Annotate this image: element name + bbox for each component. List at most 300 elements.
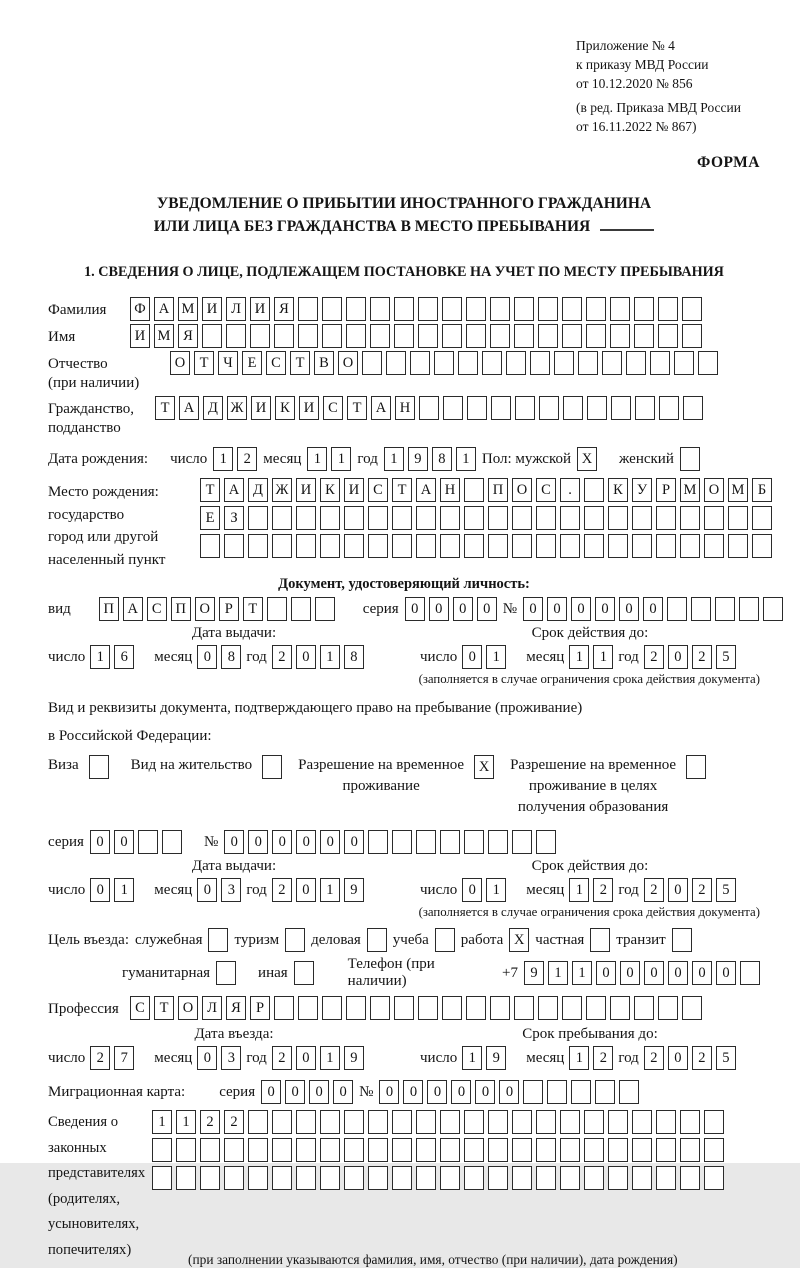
char-cell[interactable]: 0 [197,878,217,902]
char-cell[interactable]: 1 [176,1110,196,1134]
char-cell[interactable]: 0 [403,1080,423,1104]
char-cell[interactable] [416,830,436,854]
char-cell[interactable]: 1 [320,1046,340,1070]
char-cell[interactable]: 0 [668,961,688,985]
char-cell[interactable] [650,351,670,375]
char-cell[interactable]: С [323,396,343,420]
char-cell[interactable] [488,1166,508,1190]
char-cell[interactable]: 8 [221,645,241,669]
char-cell[interactable] [248,506,268,530]
char-cell[interactable] [683,396,703,420]
char-cell[interactable] [410,351,430,375]
char-cell[interactable] [443,396,463,420]
char-cell[interactable]: 0 [197,1046,217,1070]
char-cell[interactable] [392,506,412,530]
char-cell[interactable]: Е [242,351,262,375]
char-cell[interactable]: К [320,478,340,502]
char-cell[interactable] [560,1166,580,1190]
char-cell[interactable]: X [474,755,494,779]
char-cell[interactable] [267,597,287,621]
char-cell[interactable]: Т [392,478,412,502]
char-cell[interactable] [491,396,511,420]
char-cell[interactable]: 0 [571,597,591,621]
char-cell[interactable]: Ф [130,297,150,321]
char-cell[interactable] [488,506,508,530]
char-cell[interactable]: М [728,478,748,502]
char-cell[interactable]: О [338,351,358,375]
char-cell[interactable]: П [488,478,508,502]
char-cell[interactable]: Р [250,996,270,1020]
char-cell[interactable]: 2 [644,1046,664,1070]
char-cell[interactable] [490,324,510,348]
char-cell[interactable] [344,1110,364,1134]
char-cell[interactable] [523,1080,543,1104]
char-cell[interactable] [547,1080,567,1104]
char-cell[interactable]: 1 [114,878,134,902]
char-cell[interactable]: 0 [523,597,543,621]
char-cell[interactable] [632,534,652,558]
char-cell[interactable]: Д [203,396,223,420]
char-cell[interactable] [682,324,702,348]
char-cell[interactable] [285,928,305,952]
char-cell[interactable]: 1 [456,447,476,471]
char-cell[interactable] [368,1110,388,1134]
char-cell[interactable] [322,996,342,1020]
char-cell[interactable] [416,506,436,530]
char-cell[interactable] [200,534,220,558]
char-cell[interactable] [584,1138,604,1162]
char-cell[interactable]: Т [290,351,310,375]
char-cell[interactable]: Я [274,297,294,321]
char-cell[interactable]: 2 [237,447,257,471]
char-cell[interactable] [386,351,406,375]
char-cell[interactable] [584,478,604,502]
char-cell[interactable]: 2 [200,1110,220,1134]
char-cell[interactable] [658,996,678,1020]
char-cell[interactable]: 2 [692,1046,712,1070]
char-cell[interactable]: 0 [309,1080,329,1104]
char-cell[interactable] [442,996,462,1020]
char-cell[interactable]: И [299,396,319,420]
char-cell[interactable]: 0 [379,1080,399,1104]
char-cell[interactable]: А [371,396,391,420]
char-cell[interactable] [224,1138,244,1162]
char-cell[interactable] [554,351,574,375]
char-cell[interactable] [610,324,630,348]
char-cell[interactable] [634,324,654,348]
char-cell[interactable] [176,1166,196,1190]
char-cell[interactable] [656,1110,676,1134]
char-cell[interactable] [608,1110,628,1134]
char-cell[interactable] [272,1166,292,1190]
char-cell[interactable] [562,297,582,321]
char-cell[interactable] [200,1166,220,1190]
char-cell[interactable] [296,506,316,530]
char-cell[interactable]: Т [194,351,214,375]
char-cell[interactable] [656,506,676,530]
char-cell[interactable]: О [178,996,198,1020]
char-cell[interactable]: С [368,478,388,502]
char-cell[interactable]: А [224,478,244,502]
char-cell[interactable]: 2 [692,645,712,669]
char-cell[interactable] [680,534,700,558]
char-cell[interactable] [368,534,388,558]
char-cell[interactable]: 2 [272,1046,292,1070]
char-cell[interactable] [595,1080,615,1104]
char-cell[interactable] [272,1138,292,1162]
char-cell[interactable]: А [123,597,143,621]
char-cell[interactable] [560,1138,580,1162]
char-cell[interactable]: 5 [716,878,736,902]
char-cell[interactable] [538,996,558,1020]
char-cell[interactable] [608,506,628,530]
char-cell[interactable] [224,534,244,558]
char-cell[interactable] [224,1166,244,1190]
char-cell[interactable] [320,1110,340,1134]
char-cell[interactable] [704,1166,724,1190]
char-cell[interactable] [691,597,711,621]
char-cell[interactable] [464,1138,484,1162]
char-cell[interactable] [248,1138,268,1162]
char-cell[interactable]: 1 [572,961,592,985]
char-cell[interactable]: 0 [596,961,616,985]
char-cell[interactable]: 0 [429,597,449,621]
char-cell[interactable]: 0 [296,645,316,669]
char-cell[interactable]: 0 [595,597,615,621]
char-cell[interactable]: 0 [427,1080,447,1104]
char-cell[interactable] [674,351,694,375]
char-cell[interactable] [418,996,438,1020]
char-cell[interactable]: 2 [90,1046,110,1070]
char-cell[interactable] [488,830,508,854]
char-cell[interactable] [610,996,630,1020]
char-cell[interactable] [394,324,414,348]
char-cell[interactable] [686,755,706,779]
char-cell[interactable] [418,297,438,321]
char-cell[interactable]: 1 [486,878,506,902]
char-cell[interactable]: М [680,478,700,502]
char-cell[interactable] [368,1138,388,1162]
char-cell[interactable] [298,996,318,1020]
char-cell[interactable]: М [178,297,198,321]
char-cell[interactable] [610,297,630,321]
char-cell[interactable] [602,351,622,375]
char-cell[interactable] [294,961,314,985]
char-cell[interactable]: 5 [716,645,736,669]
char-cell[interactable] [464,534,484,558]
char-cell[interactable] [680,1110,700,1134]
char-cell[interactable] [176,1138,196,1162]
char-cell[interactable] [464,1110,484,1134]
char-cell[interactable]: Н [395,396,415,420]
char-cell[interactable]: 0 [296,1046,316,1070]
char-cell[interactable]: 2 [224,1110,244,1134]
char-cell[interactable]: 9 [344,1046,364,1070]
char-cell[interactable]: 3 [221,1046,241,1070]
char-cell[interactable]: Ж [272,478,292,502]
char-cell[interactable] [584,534,604,558]
char-cell[interactable]: 1 [320,878,340,902]
char-cell[interactable]: 1 [90,645,110,669]
char-cell[interactable] [296,1138,316,1162]
char-cell[interactable]: 0 [114,830,134,854]
char-cell[interactable] [442,297,462,321]
char-cell[interactable]: X [577,447,597,471]
char-cell[interactable]: Ж [227,396,247,420]
char-cell[interactable]: В [314,351,334,375]
char-cell[interactable]: 0 [477,597,497,621]
char-cell[interactable] [370,996,390,1020]
char-cell[interactable] [262,755,282,779]
char-cell[interactable] [488,1110,508,1134]
char-cell[interactable]: 1 [593,645,613,669]
char-cell[interactable] [482,351,502,375]
char-cell[interactable] [536,534,556,558]
char-cell[interactable] [536,830,556,854]
char-cell[interactable]: 0 [261,1080,281,1104]
char-cell[interactable] [578,351,598,375]
char-cell[interactable]: И [202,297,222,321]
char-cell[interactable]: 8 [344,645,364,669]
char-cell[interactable] [632,506,652,530]
char-cell[interactable] [442,324,462,348]
char-cell[interactable] [698,351,718,375]
char-cell[interactable] [763,597,783,621]
char-cell[interactable]: Н [440,478,460,502]
char-cell[interactable]: 9 [344,878,364,902]
char-cell[interactable] [440,830,460,854]
char-cell[interactable]: С [130,996,150,1020]
char-cell[interactable]: 1 [569,645,589,669]
char-cell[interactable]: А [154,297,174,321]
char-cell[interactable]: 2 [272,645,292,669]
char-cell[interactable] [515,396,535,420]
char-cell[interactable]: 0 [668,1046,688,1070]
char-cell[interactable] [320,1138,340,1162]
char-cell[interactable] [464,830,484,854]
char-cell[interactable] [619,1080,639,1104]
char-cell[interactable] [440,1166,460,1190]
char-cell[interactable]: 0 [462,878,482,902]
char-cell[interactable] [248,534,268,558]
char-cell[interactable]: 1 [569,878,589,902]
char-cell[interactable] [739,597,759,621]
char-cell[interactable] [296,1110,316,1134]
char-cell[interactable] [208,928,228,952]
char-cell[interactable] [514,297,534,321]
char-cell[interactable] [298,297,318,321]
char-cell[interactable]: К [608,478,628,502]
char-cell[interactable] [611,396,631,420]
char-cell[interactable] [704,1138,724,1162]
char-cell[interactable]: Я [226,996,246,1020]
char-cell[interactable]: X [509,928,529,952]
char-cell[interactable]: 1 [331,447,351,471]
char-cell[interactable] [440,506,460,530]
char-cell[interactable] [634,996,654,1020]
char-cell[interactable]: М [154,324,174,348]
char-cell[interactable]: 1 [320,645,340,669]
char-cell[interactable]: 7 [114,1046,134,1070]
char-cell[interactable] [368,506,388,530]
char-cell[interactable]: 0 [619,597,639,621]
char-cell[interactable] [704,534,724,558]
char-cell[interactable] [346,324,366,348]
char-cell[interactable] [680,447,700,471]
char-cell[interactable] [274,996,294,1020]
char-cell[interactable]: 0 [405,597,425,621]
char-cell[interactable] [416,1166,436,1190]
char-cell[interactable]: 1 [384,447,404,471]
char-cell[interactable]: Я [178,324,198,348]
char-cell[interactable]: 3 [221,878,241,902]
char-cell[interactable] [512,1110,532,1134]
char-cell[interactable] [344,534,364,558]
char-cell[interactable]: 1 [486,645,506,669]
char-cell[interactable]: 1 [213,447,233,471]
char-cell[interactable] [368,1166,388,1190]
char-cell[interactable] [740,961,760,985]
char-cell[interactable]: 0 [475,1080,495,1104]
char-cell[interactable]: К [275,396,295,420]
char-cell[interactable]: О [170,351,190,375]
char-cell[interactable]: И [130,324,150,348]
char-cell[interactable]: Б [752,478,772,502]
char-cell[interactable]: 0 [692,961,712,985]
char-cell[interactable]: Ч [218,351,238,375]
char-cell[interactable] [752,506,772,530]
char-cell[interactable] [590,928,610,952]
char-cell[interactable] [346,297,366,321]
char-cell[interactable]: Е [200,506,220,530]
char-cell[interactable]: Т [200,478,220,502]
char-cell[interactable]: 0 [499,1080,519,1104]
char-cell[interactable] [704,506,724,530]
char-cell[interactable] [272,506,292,530]
char-cell[interactable] [634,297,654,321]
char-cell[interactable] [152,1138,172,1162]
char-cell[interactable] [488,534,508,558]
char-cell[interactable] [512,1166,532,1190]
char-cell[interactable] [608,1166,628,1190]
char-cell[interactable] [370,297,390,321]
char-cell[interactable] [728,506,748,530]
char-cell[interactable]: 0 [296,878,316,902]
char-cell[interactable] [536,1138,556,1162]
char-cell[interactable] [367,928,387,952]
char-cell[interactable]: 0 [285,1080,305,1104]
char-cell[interactable] [560,506,580,530]
char-cell[interactable] [752,534,772,558]
char-cell[interactable] [672,928,692,952]
char-cell[interactable]: А [416,478,436,502]
char-cell[interactable] [536,1110,556,1134]
char-cell[interactable] [296,534,316,558]
char-cell[interactable] [656,534,676,558]
char-cell[interactable] [562,324,582,348]
char-cell[interactable]: И [344,478,364,502]
char-cell[interactable]: И [296,478,316,502]
char-cell[interactable] [392,1138,412,1162]
char-cell[interactable]: 0 [224,830,244,854]
char-cell[interactable]: 6 [114,645,134,669]
char-cell[interactable] [586,996,606,1020]
char-cell[interactable] [506,351,526,375]
char-cell[interactable] [488,1138,508,1162]
char-cell[interactable]: 2 [644,878,664,902]
char-cell[interactable]: С [147,597,167,621]
char-cell[interactable] [490,996,510,1020]
char-cell[interactable] [392,830,412,854]
char-cell[interactable] [138,830,158,854]
char-cell[interactable] [587,396,607,420]
char-cell[interactable]: Л [202,996,222,1020]
char-cell[interactable] [635,396,655,420]
char-cell[interactable] [248,1166,268,1190]
char-cell[interactable] [538,324,558,348]
char-cell[interactable] [466,324,486,348]
char-cell[interactable] [682,996,702,1020]
char-cell[interactable] [272,1110,292,1134]
char-cell[interactable]: 8 [432,447,452,471]
char-cell[interactable] [392,1110,412,1134]
char-cell[interactable] [704,1110,724,1134]
char-cell[interactable] [344,506,364,530]
char-cell[interactable]: З [224,506,244,530]
char-cell[interactable] [512,830,532,854]
char-cell[interactable] [512,1138,532,1162]
char-cell[interactable]: 0 [547,597,567,621]
char-cell[interactable]: А [179,396,199,420]
char-cell[interactable]: Р [219,597,239,621]
char-cell[interactable] [586,297,606,321]
char-cell[interactable] [466,996,486,1020]
char-cell[interactable] [512,506,532,530]
char-cell[interactable] [322,297,342,321]
char-cell[interactable] [680,506,700,530]
char-cell[interactable]: 2 [272,878,292,902]
char-cell[interactable] [536,506,556,530]
char-cell[interactable] [392,534,412,558]
char-cell[interactable] [728,534,748,558]
char-cell[interactable] [530,351,550,375]
char-cell[interactable]: 1 [307,447,327,471]
char-cell[interactable] [658,324,678,348]
char-cell[interactable]: 2 [593,878,613,902]
char-cell[interactable] [658,297,678,321]
char-cell[interactable]: О [512,478,532,502]
char-cell[interactable]: 9 [408,447,428,471]
char-cell[interactable] [656,1166,676,1190]
char-cell[interactable] [248,1110,268,1134]
char-cell[interactable] [464,506,484,530]
char-cell[interactable]: 9 [524,961,544,985]
char-cell[interactable]: 9 [486,1046,506,1070]
char-cell[interactable] [162,830,182,854]
char-cell[interactable] [608,534,628,558]
char-cell[interactable] [315,597,335,621]
char-cell[interactable]: П [99,597,119,621]
char-cell[interactable] [560,534,580,558]
char-cell[interactable] [514,324,534,348]
char-cell[interactable]: . [560,478,580,502]
char-cell[interactable] [632,1166,652,1190]
char-cell[interactable] [632,1110,652,1134]
char-cell[interactable]: О [704,478,724,502]
char-cell[interactable] [632,1138,652,1162]
char-cell[interactable]: 1 [462,1046,482,1070]
char-cell[interactable]: 0 [197,645,217,669]
